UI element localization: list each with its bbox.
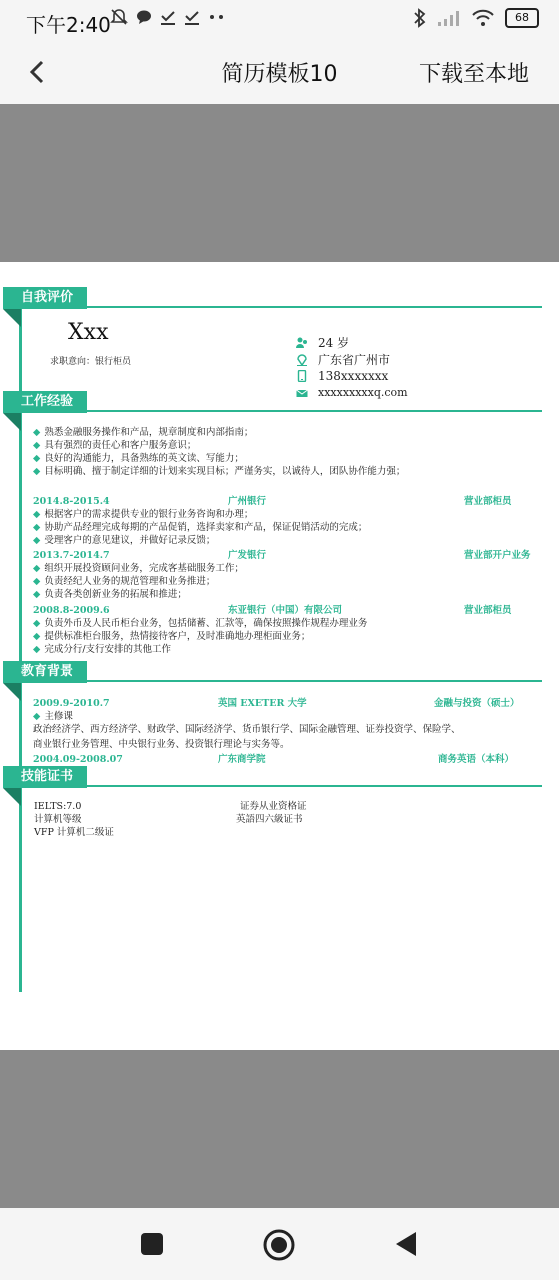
summary-item: ◆ 熟悉金融服务操作和产品，规章制度和内部指南； (33, 427, 254, 438)
edu-school: 英国 EXETER 大学 (218, 698, 307, 709)
job-item: ◆ 组织开展投资顾问业务，完成客基础服务工作； (33, 563, 244, 574)
skill-item: VFP 计算机二级证 (34, 827, 114, 838)
status-system-icons (413, 8, 539, 28)
candidate-name: Xxx (68, 320, 109, 345)
section-corner (3, 788, 21, 806)
job-item: ◆ 根据客户的需求提供专业的银行业务咨询和办理； (33, 509, 254, 520)
job-date: 2008.8-2009.6 (33, 605, 110, 616)
more-dots-icon (208, 13, 226, 21)
section-rule (87, 680, 542, 682)
job-date: 2013.7-2014.7 (33, 550, 110, 561)
job-item: ◆ 负责外币及人民币柜台业务，包括储蓄、汇款等，确保按照操作规程办理业务 (33, 618, 368, 629)
job-item: ◆ 负责各类创新业务的拓展和推进； (33, 589, 187, 600)
section-title: 自我评价 (3, 287, 87, 309)
section-education (0, 661, 559, 683)
job-item: ◆ 协助产品经理完成每期的产品促销，选择卖家和产品，保证促销活动的完成； (33, 522, 368, 533)
edu-major: 商务英语（本科） (438, 754, 515, 765)
battery-indicator: 68 (505, 8, 539, 28)
summary-item: ◆ 目标明确、擅于制定详细的计划来实现目标；严谨务实，以诚待人，团队协作能力强； (33, 466, 406, 477)
job-item: ◆ 提供标准柜台服务，热情接待客户，及时准确地办理柜面业务； (33, 631, 311, 642)
check-icon (160, 9, 176, 25)
download-button[interactable]: 下载至本地 (418, 62, 529, 87)
location-value: 广东省广州市 (318, 353, 391, 367)
section-rule (87, 785, 542, 787)
email-value: xxxxxxxxxq.com (318, 386, 408, 399)
section-rule (87, 410, 542, 412)
section-corner (3, 309, 21, 327)
courses-line: 政治经济学、西方经济学、财政学、国际经济学、货币银行学、国际金融管理、证券投资学、保险学、 (33, 724, 461, 735)
edu-date: 2004.09-2008.07 (33, 754, 123, 765)
job-item: ◆ 受理客户的意见建议，并做好记录反馈； (33, 535, 216, 546)
job-date: 2014.8-2015.4 (33, 496, 110, 507)
recents-square-icon[interactable] (140, 1232, 164, 1256)
app-header (0, 40, 559, 104)
job-title: 营业部柜员 (464, 605, 512, 616)
phone-icon (296, 370, 308, 382)
mute-icon (110, 8, 128, 26)
edu-major: 金融与投资（硕士） (434, 698, 520, 709)
section-title: 教育背景 (3, 661, 87, 683)
signal-icon (437, 9, 461, 27)
section-work-experience (0, 391, 559, 413)
message-icon (136, 9, 152, 25)
job-company: 东亚银行（中国）有限公司 (228, 605, 343, 616)
back-triangle-icon[interactable] (394, 1230, 418, 1258)
section-corner (3, 683, 21, 701)
info-age (296, 334, 349, 351)
system-nav-bar (0, 1208, 559, 1280)
skill-item: 英語四六級证书 (236, 814, 303, 825)
summary-item: ◆ 良好的沟通能力，具备熟练的英文读、写能力； (33, 453, 244, 464)
summary-item: ◆ 具有强烈的责任心和客户服务意识； (33, 440, 197, 451)
section-title: 技能证书 (3, 766, 87, 788)
courses-label: ◆ 主修课 (33, 711, 73, 722)
skill-item: 证券从业资格证 (240, 801, 307, 812)
section-title: 工作经验 (3, 391, 87, 413)
resume-preview (0, 262, 559, 1050)
section-corner (3, 413, 21, 431)
status-bar (0, 0, 559, 40)
age-value: 24 岁 (318, 336, 350, 350)
edu-school: 广东商学院 (218, 754, 266, 765)
phone-value: 138xxxxxxx (318, 369, 389, 383)
job-company: 广州银行 (228, 496, 267, 507)
status-notification-icons (110, 8, 226, 26)
section-rule (87, 306, 542, 308)
job-intention: 求职意向：银行柜员 (50, 357, 132, 367)
info-phone (296, 369, 388, 383)
job-title: 营业部开户业务 (464, 550, 531, 561)
status-time: 下午2:40 (26, 13, 111, 37)
location-pin-icon (296, 354, 308, 366)
job-item: ◆ 负责经纪人业务的规范管理和业务推进； (33, 576, 216, 587)
person-icon (296, 337, 308, 349)
page-title: 简历模板10 (221, 62, 338, 87)
bluetooth-icon (413, 8, 427, 28)
courses-line: 商业银行业务管理、中央银行业务、投资银行理论与实务等。 (33, 739, 290, 750)
job-title: 营业部柜员 (464, 496, 512, 507)
job-company: 广发银行 (228, 550, 267, 561)
skill-item: 计算机等级 (34, 814, 82, 825)
info-location (296, 351, 390, 368)
section-self-evaluation (0, 287, 559, 309)
section-skills (0, 766, 559, 788)
edu-date: 2009.9-2010.7 (33, 698, 110, 709)
preview-background-bottom (0, 1050, 559, 1208)
skill-item: IELTS:7.0 (34, 801, 82, 812)
job-item: ◆ 完成分行/支行安排的其他工作 (33, 644, 172, 655)
wifi-icon (471, 9, 495, 27)
preview-background-top (0, 104, 559, 262)
check-icon (184, 9, 200, 25)
home-circle-icon[interactable] (262, 1228, 296, 1262)
